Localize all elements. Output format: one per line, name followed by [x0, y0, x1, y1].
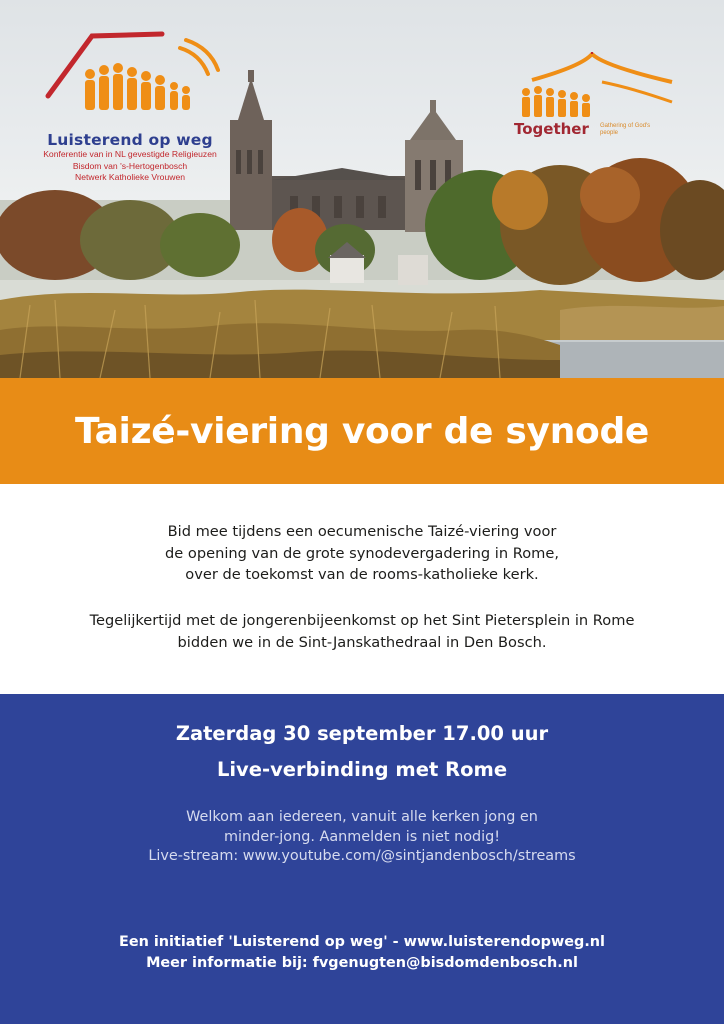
logo-left-subtitle: [30, 149, 230, 184]
logo-left-name: Luisterend op weg: [47, 131, 213, 149]
logo-left-line: Konferentie van in NL gevestigde Religieuzen: [43, 149, 217, 159]
footer: [0, 932, 724, 974]
intro-section: [0, 484, 724, 694]
welcome-line: minder-jong. Aanmelden is niet nodig!: [223, 828, 501, 845]
intro-line: de opening van de grote synodevergadering in Rome,: [165, 544, 559, 562]
intro-paragraph-1: [0, 521, 724, 586]
together-logo: [512, 52, 682, 138]
event-welcome: [0, 808, 724, 867]
intro-line: over de toekomst van de rooms-katholieke kerk.: [185, 566, 539, 583]
event-section: [0, 694, 724, 1024]
people-group-icon: [40, 30, 220, 125]
intro-paragraph-2: [0, 610, 724, 653]
tent-people-icon: [512, 52, 682, 122]
intro-line: bidden we in de Sint-Janskathedraal in Den Bosch.: [177, 633, 547, 651]
hero-photo: [0, 0, 724, 378]
footer-initiative[interactable]: Een initiatief 'Luisterend op weg' - www.luisterendopweg.nl: [119, 934, 605, 950]
welcome-line: Welkom aan iedereen, vanuit alle kerken jong en: [186, 809, 538, 825]
intro-line: Tegelijkertijd met de jongerenbijeenkomst op het Sint Pietersplein in Rome: [89, 612, 635, 629]
logo-left-line: Netwerk Katholieke Vrouwen: [74, 172, 186, 182]
logo-left-line: Bisdom van 's-Hertogenbosch: [72, 160, 188, 171]
page-title: Taizé-viering voor de synode: [74, 410, 650, 452]
intro-line: Bid mee tijdens een oecumenische Taizé-viering voor: [167, 523, 557, 540]
logo-right-name: Together: [514, 120, 589, 138]
footer-contact[interactable]: Meer informatie bij: fvgenugten@bisdomdenbosch.nl: [146, 955, 578, 971]
event-date-time: Zaterdag 30 september 17.00 uur: [175, 722, 549, 745]
luisterend-op-weg-logo: [30, 30, 230, 184]
livestream-link[interactable]: Live-stream: www.youtube.com/@sintjandenbosch/streams: [148, 848, 576, 864]
event-subtitle: Live-verbinding met Rome: [216, 758, 508, 781]
title-band: [0, 378, 724, 484]
logo-right-tagline: Gathering of God's people: [600, 123, 651, 136]
